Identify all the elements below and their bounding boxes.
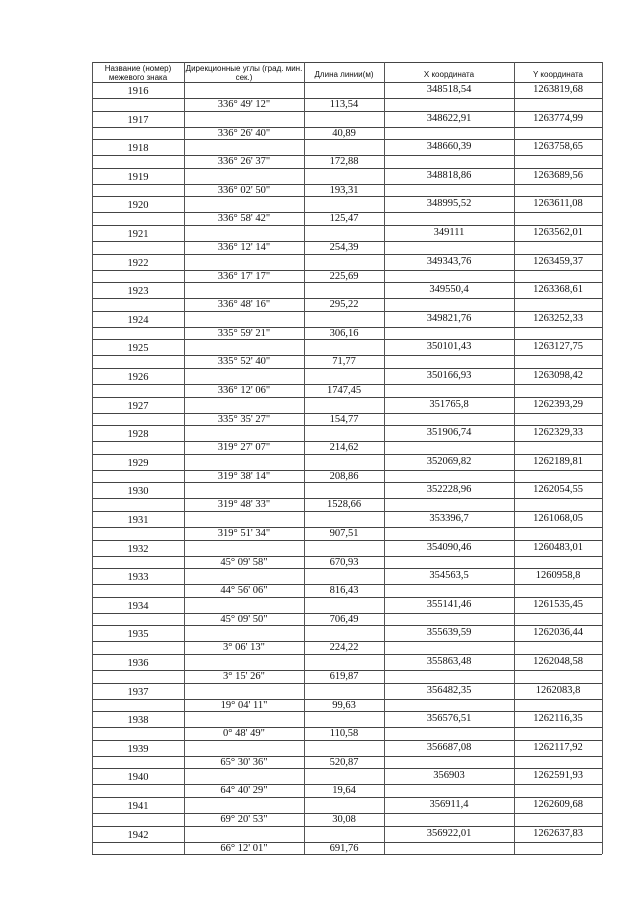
point-name: 1927 bbox=[127, 400, 149, 412]
line-length: 193,31 bbox=[329, 184, 359, 196]
header-bottom-border bbox=[92, 82, 602, 83]
y-coordinate: 1262117,92 bbox=[533, 741, 583, 753]
line-length: 907,51 bbox=[329, 528, 359, 539]
line-length: 816,43 bbox=[329, 585, 359, 597]
direction-angle: 336° 48' 16" bbox=[217, 299, 271, 311]
row-divider bbox=[92, 454, 602, 455]
x-coordinate: 352069,82 bbox=[426, 455, 472, 467]
point-name: 1919 bbox=[127, 171, 149, 183]
row-divider bbox=[92, 540, 602, 541]
x-coordinate: 350101,43 bbox=[426, 341, 472, 353]
x-coordinate: 356911,4 bbox=[429, 799, 469, 810]
row-divider bbox=[92, 339, 602, 340]
y-coordinate: 1261068,05 bbox=[533, 513, 583, 524]
line-length: 520,87 bbox=[329, 756, 359, 768]
y-coordinate: 1262036,44 bbox=[533, 627, 583, 639]
point-name: 1924 bbox=[127, 314, 149, 326]
direction-angle: 336° 17' 17" bbox=[217, 270, 271, 282]
y-coordinate: 1262083,8 bbox=[535, 684, 581, 696]
x-coordinate: 348818,86 bbox=[426, 169, 472, 181]
x-coordinate: 356482,35 bbox=[426, 684, 472, 696]
x-coordinate: 349821,76 bbox=[426, 312, 472, 324]
line-length: 670,93 bbox=[329, 556, 359, 568]
point-name: 1930 bbox=[127, 486, 149, 498]
point-name: 1939 bbox=[127, 743, 149, 755]
point-name: 1925 bbox=[127, 343, 149, 355]
x-coordinate: 351765,8 bbox=[429, 398, 469, 410]
x-coordinate: 355863,48 bbox=[426, 656, 472, 667]
direction-angle: 44° 56' 06" bbox=[220, 585, 268, 597]
line-length: 208,86 bbox=[329, 470, 359, 482]
y-coordinate: 1263127,75 bbox=[533, 341, 583, 353]
x-coordinate: 348622,91 bbox=[426, 112, 472, 124]
x-coordinate: 350166,93 bbox=[426, 370, 472, 381]
row-divider bbox=[92, 397, 602, 398]
line-length: 306,16 bbox=[329, 327, 359, 339]
point-name: 1934 bbox=[127, 600, 149, 612]
direction-angle: 319° 51' 34" bbox=[217, 528, 271, 539]
y-coordinate: 1262609,68 bbox=[533, 799, 583, 810]
line-length: 110,58 bbox=[329, 728, 359, 740]
direction-angle: 0° 48' 49" bbox=[223, 728, 265, 740]
point-name: 1935 bbox=[127, 629, 149, 641]
point-name: 1922 bbox=[127, 257, 149, 269]
direction-angle: 336° 26' 37" bbox=[217, 156, 271, 168]
y-coordinate: 1263611,08 bbox=[533, 198, 583, 210]
row-divider bbox=[92, 511, 602, 512]
y-coordinate: 1263368,61 bbox=[533, 284, 583, 296]
line-length: 295,22 bbox=[329, 299, 359, 311]
x-coordinate: 356903 bbox=[433, 770, 465, 782]
point-name: 1932 bbox=[127, 543, 149, 555]
x-coordinate: 348995,52 bbox=[426, 198, 472, 210]
row-divider bbox=[92, 225, 602, 226]
point-name: 1917 bbox=[127, 114, 149, 126]
row-divider bbox=[92, 482, 602, 483]
point-name: 1933 bbox=[127, 572, 149, 584]
row-divider bbox=[92, 425, 602, 426]
column-divider bbox=[514, 62, 515, 854]
row-divider bbox=[92, 254, 602, 255]
line-length: 19,64 bbox=[332, 785, 356, 797]
x-coordinate: 354090,46 bbox=[426, 541, 472, 553]
direction-angle: 319° 27' 07" bbox=[217, 442, 271, 454]
direction-angle: 336° 58' 42" bbox=[217, 213, 271, 225]
y-coordinate: 1262591,93 bbox=[533, 770, 583, 782]
point-name: 1921 bbox=[127, 229, 149, 240]
row-divider bbox=[92, 282, 602, 283]
row-divider bbox=[92, 568, 602, 569]
row-divider bbox=[92, 683, 602, 684]
point-name: 1918 bbox=[127, 143, 149, 155]
header-point-name: Название (номер) межевого знака bbox=[104, 64, 172, 82]
y-coordinate: 1261535,45 bbox=[533, 598, 583, 610]
point-name: 1923 bbox=[127, 286, 149, 298]
header-y-coordinate: Y координата bbox=[532, 70, 584, 79]
x-coordinate: 355639,59 bbox=[426, 627, 472, 639]
direction-angle: 45° 09' 50" bbox=[220, 613, 268, 625]
column-divider bbox=[92, 62, 93, 854]
direction-angle: 19° 04' 11" bbox=[220, 699, 268, 711]
row-divider bbox=[92, 625, 602, 626]
y-coordinate: 1263689,56 bbox=[533, 169, 583, 181]
direction-angle: 336° 12' 14" bbox=[217, 242, 271, 253]
header-direction-angle: Дирекционные углы (град. мин. сек.) bbox=[185, 64, 303, 82]
header-x-coordinate: X координата bbox=[423, 70, 475, 79]
line-length: 224,22 bbox=[329, 642, 359, 654]
row-divider bbox=[92, 311, 602, 312]
direction-angle: 336° 49' 12" bbox=[217, 99, 271, 110]
column-divider bbox=[184, 62, 185, 854]
row-divider bbox=[92, 597, 602, 598]
line-length: 691,76 bbox=[329, 842, 359, 854]
row-divider bbox=[92, 654, 602, 655]
line-length: 619,87 bbox=[329, 671, 359, 682]
line-length: 30,08 bbox=[332, 814, 356, 825]
line-length: 99,63 bbox=[332, 699, 356, 711]
line-length: 706,49 bbox=[329, 613, 359, 625]
row-divider bbox=[92, 139, 602, 140]
direction-angle: 64° 40' 29" bbox=[220, 785, 268, 797]
y-coordinate: 1263252,33 bbox=[533, 312, 583, 324]
row-divider bbox=[92, 368, 602, 369]
y-coordinate: 1260958,8 bbox=[535, 570, 581, 582]
direction-angle: 69° 20' 53" bbox=[220, 814, 268, 825]
direction-angle: 3° 15' 26" bbox=[223, 671, 265, 682]
line-length: 172,88 bbox=[329, 156, 359, 168]
line-length: 40,89 bbox=[332, 127, 356, 139]
point-name: 1931 bbox=[127, 515, 149, 526]
y-coordinate: 1262393,29 bbox=[533, 398, 583, 410]
row-divider bbox=[92, 711, 602, 712]
x-coordinate: 349343,76 bbox=[426, 255, 472, 267]
direction-angle: 336° 12' 06" bbox=[217, 385, 271, 396]
point-name: 1937 bbox=[127, 686, 149, 698]
direction-angle: 319° 48' 33" bbox=[217, 499, 271, 511]
direction-angle: 319° 38' 14" bbox=[217, 470, 271, 482]
point-name: 1942 bbox=[127, 829, 149, 841]
y-coordinate: 1263819,68 bbox=[533, 84, 583, 95]
x-coordinate: 349111 bbox=[433, 227, 465, 238]
y-coordinate: 1262329,33 bbox=[533, 427, 583, 439]
y-coordinate: 1263774,99 bbox=[533, 112, 583, 124]
direction-angle: 45° 09' 58" bbox=[220, 556, 268, 568]
point-name: 1940 bbox=[127, 772, 149, 784]
column-divider bbox=[304, 62, 305, 854]
x-coordinate: 348660,39 bbox=[426, 141, 472, 153]
line-length: 1747,45 bbox=[326, 385, 362, 396]
point-name: 1916 bbox=[127, 86, 149, 97]
direction-angle: 66° 12' 01" bbox=[220, 842, 268, 854]
y-coordinate: 1262054,55 bbox=[533, 484, 583, 496]
y-coordinate: 1263098,42 bbox=[533, 370, 583, 381]
column-divider bbox=[602, 62, 603, 854]
column-divider bbox=[384, 62, 385, 854]
line-length: 1528,66 bbox=[326, 499, 362, 511]
point-name: 1920 bbox=[127, 200, 149, 212]
line-length: 154,77 bbox=[329, 413, 359, 425]
row-divider bbox=[92, 111, 602, 112]
x-coordinate: 356922,01 bbox=[426, 827, 472, 839]
table-top-border bbox=[92, 62, 602, 63]
row-divider bbox=[92, 768, 602, 769]
point-name: 1941 bbox=[127, 801, 149, 812]
direction-angle: 335° 59' 21" bbox=[217, 327, 271, 339]
x-coordinate: 354563,5 bbox=[429, 570, 469, 582]
x-coordinate: 352228,96 bbox=[426, 484, 472, 496]
point-name: 1938 bbox=[127, 715, 149, 727]
direction-angle: 3° 06' 13" bbox=[223, 642, 265, 654]
row-divider bbox=[92, 740, 602, 741]
y-coordinate: 1263562,01 bbox=[533, 227, 583, 238]
row-divider bbox=[92, 168, 602, 169]
line-length: 71,77 bbox=[332, 356, 356, 368]
y-coordinate: 1262116,35 bbox=[533, 713, 583, 725]
x-coordinate: 356687,08 bbox=[426, 741, 472, 753]
direction-angle: 336° 26' 40" bbox=[217, 127, 271, 139]
x-coordinate: 348518,54 bbox=[426, 84, 472, 95]
y-coordinate: 1262637,83 bbox=[533, 827, 583, 839]
row-divider bbox=[92, 196, 602, 197]
y-coordinate: 1263758,65 bbox=[533, 141, 583, 153]
y-coordinate: 1263459,37 bbox=[533, 255, 583, 267]
line-length: 214,62 bbox=[329, 442, 359, 454]
header-line-length: Длина линии(м) bbox=[314, 70, 374, 79]
line-length: 225,69 bbox=[329, 270, 359, 282]
x-coordinate: 356576,51 bbox=[426, 713, 472, 725]
x-coordinate: 351906,74 bbox=[426, 427, 472, 439]
row-divider bbox=[92, 797, 602, 798]
x-coordinate: 355141,46 bbox=[426, 598, 472, 610]
y-coordinate: 1260483,01 bbox=[533, 541, 583, 553]
y-coordinate: 1262189,81 bbox=[533, 455, 583, 467]
point-name: 1926 bbox=[127, 372, 149, 383]
direction-angle: 335° 35' 27" bbox=[217, 413, 271, 425]
point-name: 1928 bbox=[127, 429, 149, 441]
x-coordinate: 353396,7 bbox=[429, 513, 469, 524]
direction-angle: 65° 30' 36" bbox=[220, 756, 268, 768]
row-divider bbox=[92, 854, 602, 855]
direction-angle: 335° 52' 40" bbox=[217, 356, 271, 368]
row-divider bbox=[92, 826, 602, 827]
direction-angle: 336° 02' 50" bbox=[217, 184, 271, 196]
point-name: 1929 bbox=[127, 457, 149, 469]
line-length: 254,39 bbox=[329, 242, 359, 253]
line-length: 113,54 bbox=[329, 99, 359, 110]
point-name: 1936 bbox=[127, 658, 149, 669]
line-length: 125,47 bbox=[329, 213, 359, 225]
y-coordinate: 1262048,58 bbox=[533, 656, 583, 667]
x-coordinate: 349550,4 bbox=[429, 284, 469, 296]
